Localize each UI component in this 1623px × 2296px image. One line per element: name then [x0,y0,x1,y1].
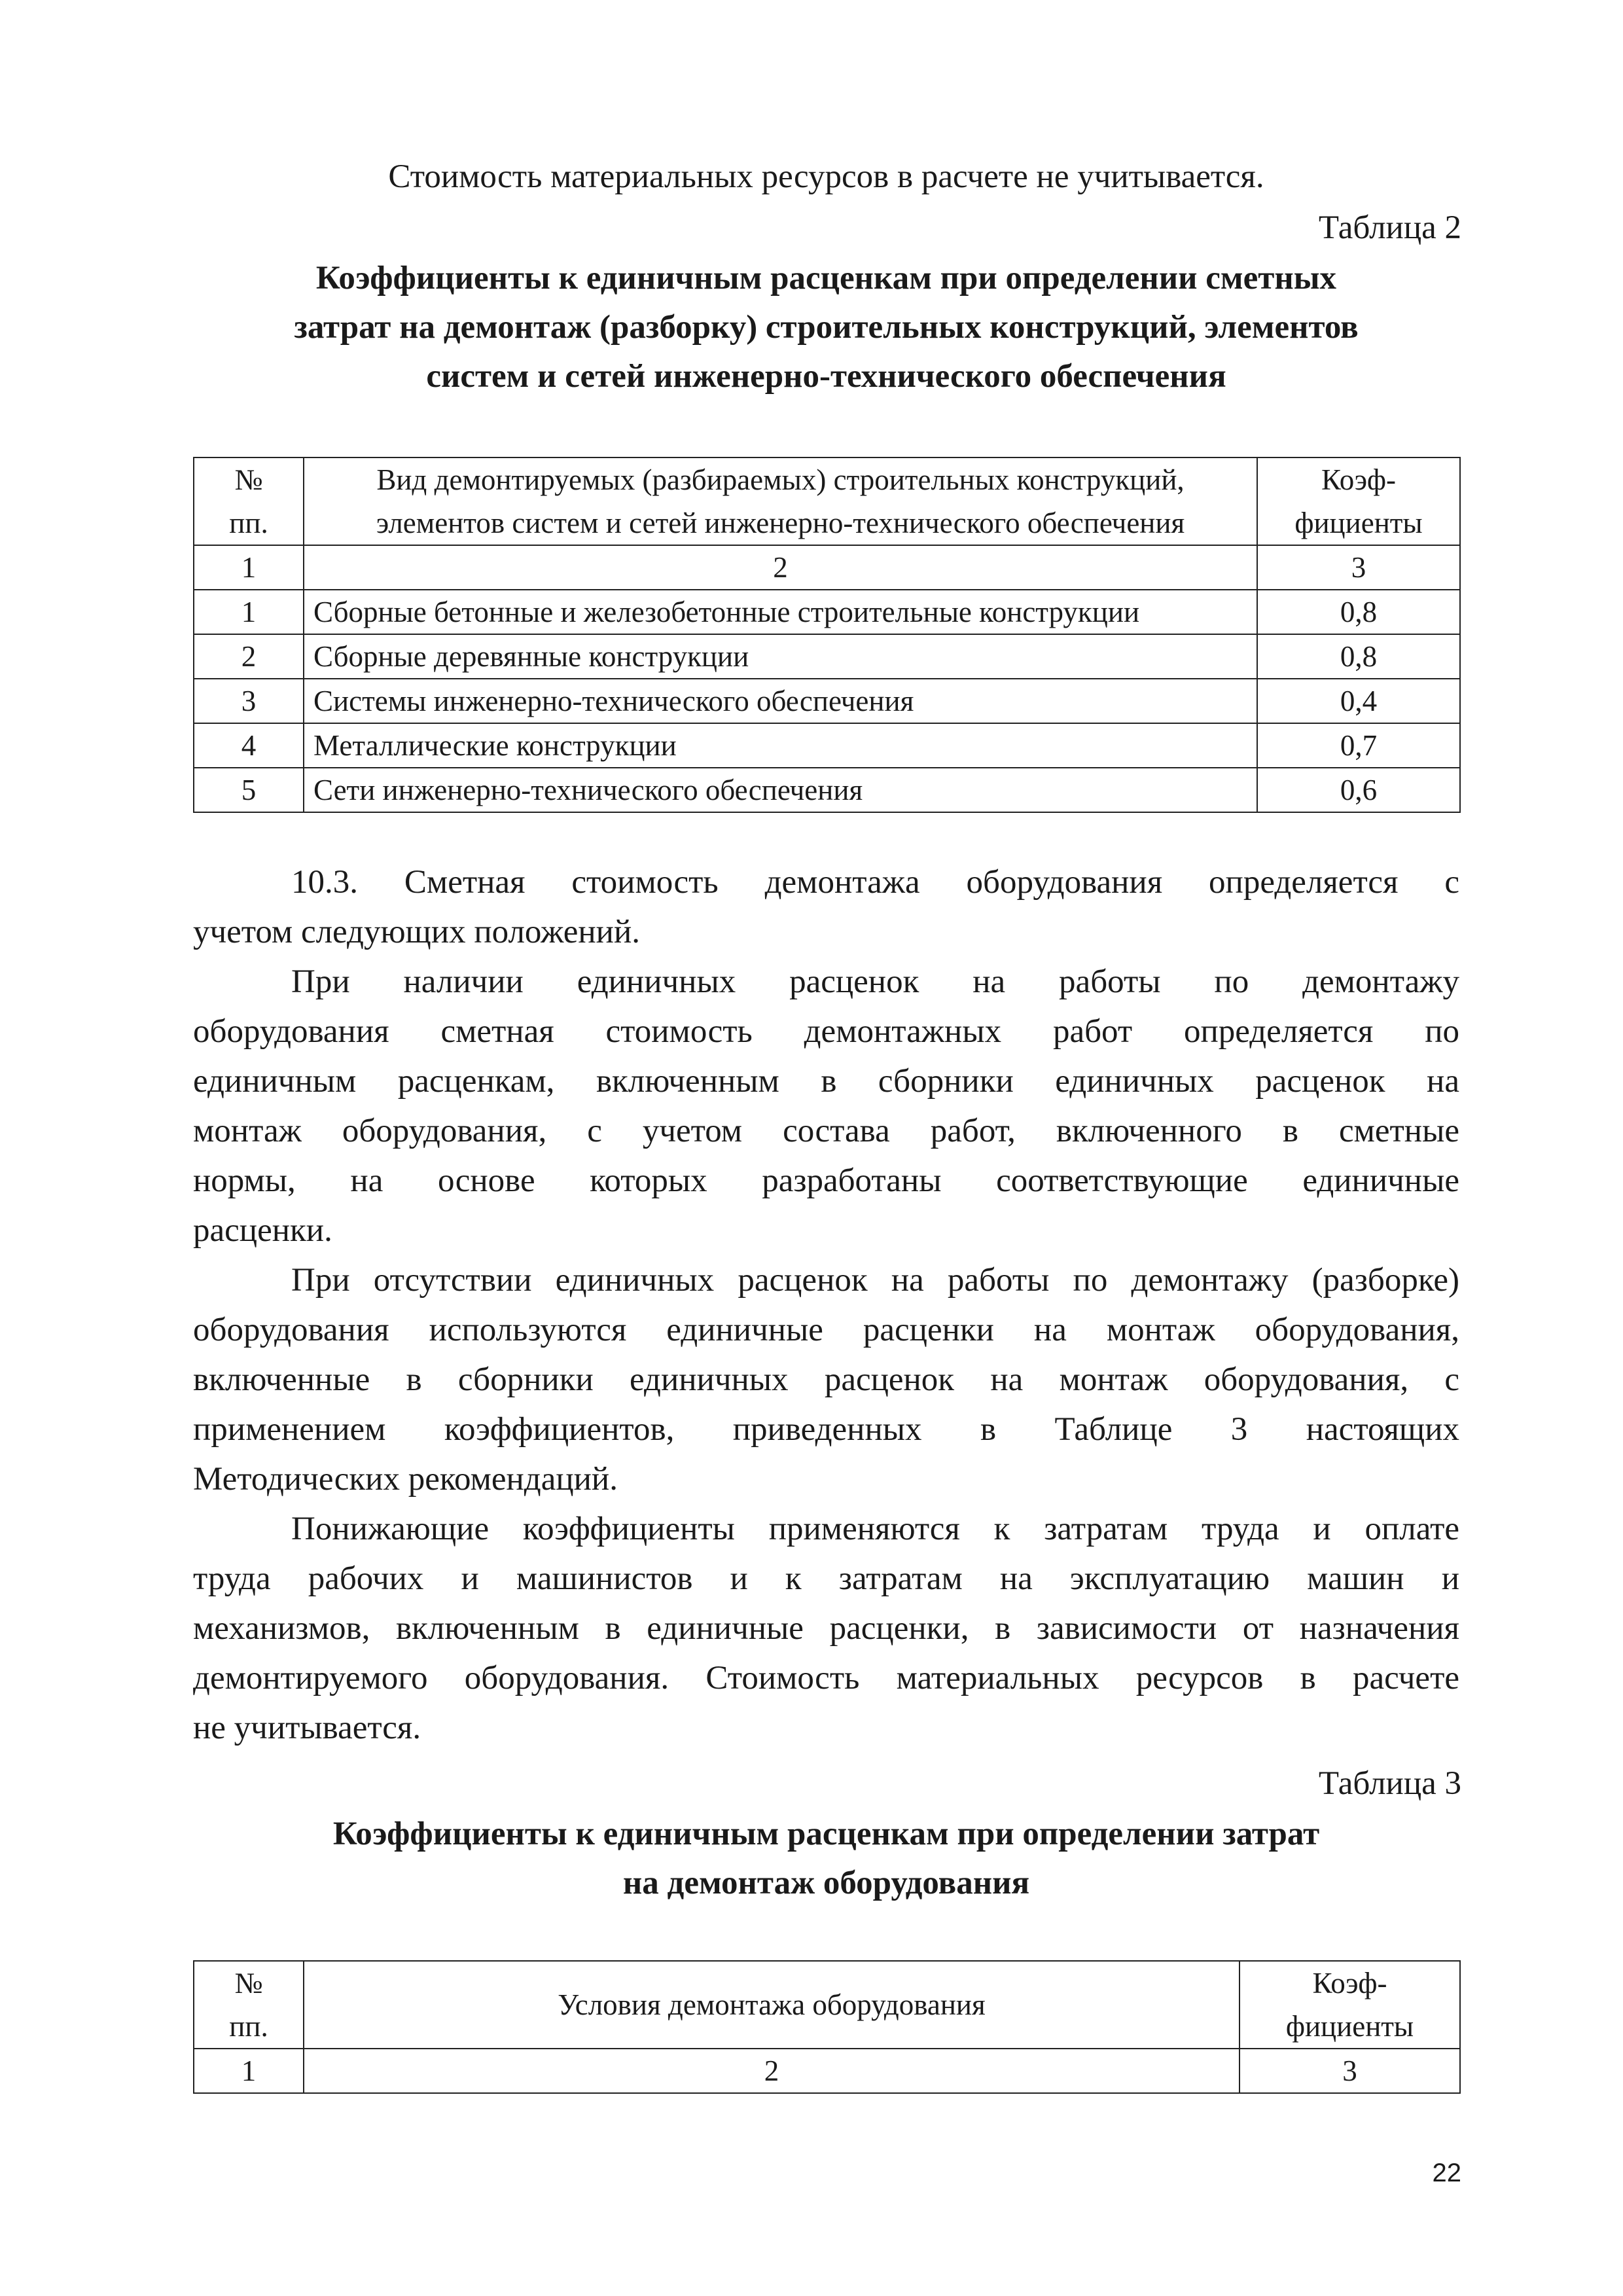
intro-line: Стоимость материальных ресурсов в расчете не учитывается. [388,158,1264,195]
paragraph-line: не учитывается. [193,1710,421,1746]
paragraph-line: монтаж оборудования, с учетом состава работ, включенного в сметные [193,1113,1459,1149]
table-row [194,768,1460,812]
table2-header-type: Вид демонтируемых (разбираемых) строительных конструкций, элементов систем и сетей инженерно-технического обеспечения [304,457,1257,545]
row-coef: 0,8 [1257,634,1460,679]
paragraph-line: нормы, на основе которых разработаны соответствующие единичные [193,1162,1459,1199]
row-number: 1 [194,590,304,634]
table-cell: 2 [304,2049,1240,2093]
table3-header-num: № пп. [194,1961,304,2049]
table3-header-conditions: Условия демонтажа оборудования [304,1961,1240,2049]
table-cell: 1 [194,545,304,590]
row-name: Сборные деревянные конструкции [304,634,1257,679]
row-coef: 0,4 [1257,679,1460,723]
row-coef: 0,7 [1257,723,1460,768]
paragraph-line: труда рабочих и машинистов и к затратам на эксплуатацию машин и [193,1560,1459,1597]
row-name: Сборные бетонные и железобетонные строительные конструкции [304,590,1257,634]
table-cell: 1 [194,2049,304,2093]
table3-colnum-row [194,2049,1460,2093]
paragraph-line: расценки. [193,1212,332,1249]
paragraph-line: применением коэффициентов, приведенных в Таблице 3 настоящих [193,1411,1459,1448]
table-cell: 2 [304,545,1257,590]
table-row [194,723,1460,768]
row-coef: 0,6 [1257,768,1460,812]
table2-title [193,254,1459,401]
table-cell: 3 [1257,545,1460,590]
page-number: 22 [1432,2159,1461,2187]
paragraph-reducing [193,1504,1459,1753]
table2-title-line: затрат на демонтаж (разборку) строительных конструкций, элементов [294,309,1359,346]
paragraph-line: учетом следующих положений. [193,914,640,950]
paragraph-10-3 [193,857,1459,957]
table3-header-row [194,1961,1460,2049]
table2-header-coef: Коэф- фициенты [1257,457,1460,545]
row-name: Металлические конструкции [304,723,1257,768]
table2-colnum-row [194,545,1460,590]
table3-title-line: на демонтаж оборудования [622,1865,1030,1901]
paragraph-line: При отсутствии единичных расценок на работы по демонтажу (разборке) [291,1262,1459,1299]
table2-header-num: № пп. [194,457,304,545]
table3-header-coef: Коэф- фициенты [1240,1961,1460,2049]
table2 [193,457,1461,813]
table-row [194,590,1460,634]
row-number: 5 [194,768,304,812]
table3-caption: Таблица 3 [1318,1765,1461,1802]
table2-caption: Таблица 2 [1318,209,1461,246]
paragraph-line: Понижающие коэффициенты применяются к затратам труда и оплате [291,1511,1459,1547]
paragraph-line: единичным расценкам, включенным в сборники единичных расценок на [193,1063,1459,1100]
paragraph-line: оборудования используются единичные расценки на монтаж оборудования, [193,1312,1459,1348]
paragraph-line: включенные в сборники единичных расценок на монтаж оборудования, с [193,1361,1459,1398]
table3 [193,1960,1461,2094]
table2-header-row [194,457,1460,545]
paragraph-line: механизмов, включенным в единичные расценки, в зависимости от назначения [193,1610,1459,1647]
paragraph-line: 10.3. Сметная стоимость демонтажа оборудования определяется с [291,864,1459,901]
table3-title-line: Коэффициенты к единичным расценкам при определении затрат [332,1816,1320,1852]
paragraph-line: При наличии единичных расценок на работы по демонтажу [291,963,1459,1000]
row-name: Системы инженерно-технического обеспечения [304,679,1257,723]
paragraph-unit-rates [193,957,1459,1255]
row-number: 4 [194,723,304,768]
row-name: Сети инженерно-технического обеспечения [304,768,1257,812]
paragraph-line: оборудования сметная стоимость демонтажных работ определяется по [193,1013,1459,1050]
row-number: 3 [194,679,304,723]
row-number: 2 [194,634,304,679]
paragraph-line: Методических рекомендаций. [193,1461,618,1498]
row-coef: 0,8 [1257,590,1460,634]
paragraph-absence [193,1255,1459,1504]
table2-title-line: Коэффициенты к единичным расценкам при определении сметных [315,260,1337,296]
table3-title [193,1810,1459,1908]
table-cell: 3 [1240,2049,1460,2093]
table-row [194,679,1460,723]
table-row [194,634,1460,679]
table2-title-line: систем и сетей инженерно-технического обеспечения [426,358,1226,395]
paragraph-line: демонтируемого оборудования. Стоимость материальных ресурсов в расчете [193,1660,1459,1696]
